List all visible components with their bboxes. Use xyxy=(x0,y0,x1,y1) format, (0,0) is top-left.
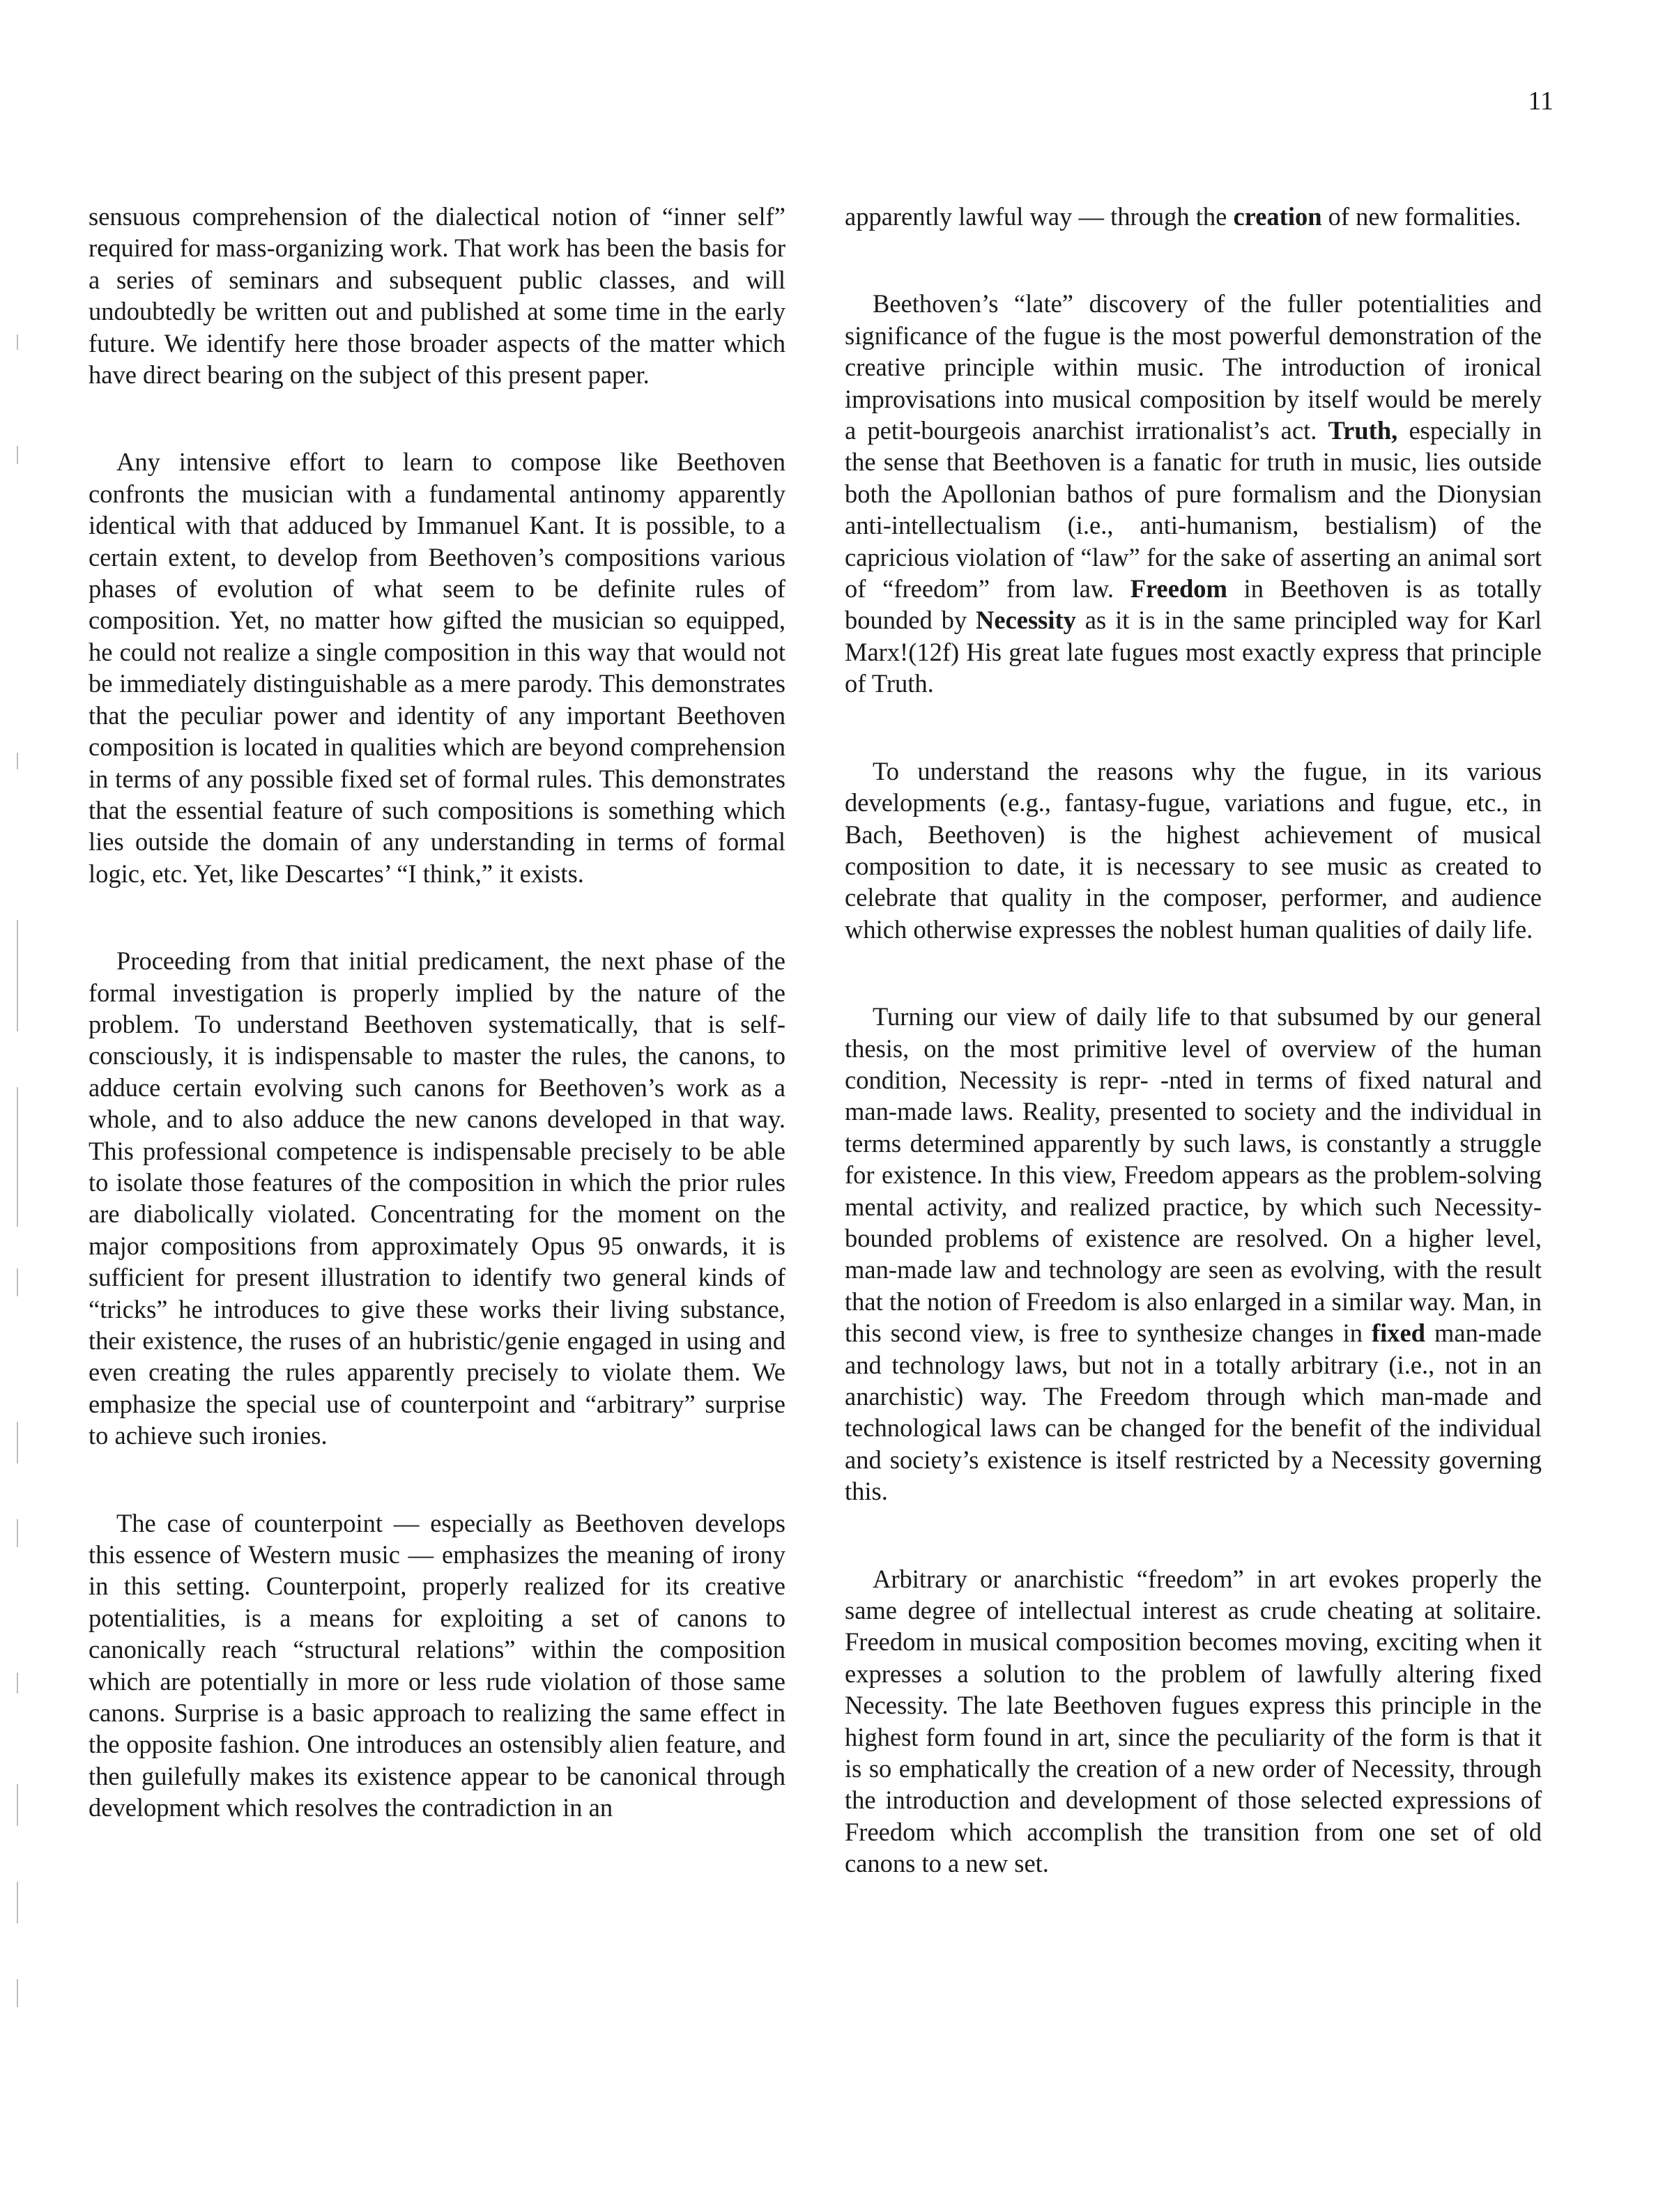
text-run: Turning our view of daily life to that subsumed by our general thesis, on the most primitive level of overview of the human condition, Necessity is repr‑ ‑nted in terms of fixed natural and man-made laws. Reality, presented to society and the individual in terms determined apparently by such laws, is constantly a struggle for existence. In this view, Freedom appears as the problem-solving mental activity, and realized practice, by which such Necessity-bounded problems of existence are resolved. On a higher level, man-made law and technology are seen as evolving, with the result that the notion of Freedom is also enlarged in a similar way. Man, in this second view, is free to synthesize changes in xyxy=(845,1002,1542,1348)
paragraph xyxy=(89,446,785,889)
paragraph xyxy=(89,1507,785,1824)
text-run: of new formalities. xyxy=(1321,202,1521,231)
text-run: Any intensive effort to learn to compose like Beethoven confronts the musician with a fundamental antinomy apparently identical with that adduced by Immanuel Kant. It is possible, to a certain extent, to develop from Beethoven’s compositions various phases of evolution of what seem to be definite rules of composition. Yet, no matter how gifted the musician so equipped, he could not realize a single composition in this way that would not be immediately distinguishable as a mere parody. This demonstrates that the peculiar power and identity of any important Beethoven composition is located in qualities which are beyond comprehension in terms of any possible fixed set of formal rules. This demonstrates that the essential feature of such compositions is something which lies outside the domain of any understanding in terms of formal logic, etc. Yet, like Descartes’ “I think,” it exists. xyxy=(89,447,785,888)
text-run: The case of counterpoint — especially as Beethoven develops this essence of Western music — emphasizes the meaning of irony in this setting. Counterpoint, properly realized for its creative potentialities, is a means for exploiting a set of canons to canonically reach “structural relations” within the composition which are potentially in more or less rude violation of those same canons. Surprise is a basic approach to realizing the same effect in the opposite fashion. One introduces an ostensibly alien feature, and then guilefully makes its existence appear to be canonical through development which resolves the contradiction in an xyxy=(89,1508,785,1822)
text-run: as it is in the same principled way for Karl Marx!(12f) His great late fugues most exactly express that principle of Truth. xyxy=(845,606,1542,698)
right-column xyxy=(845,201,1542,1935)
text-run: Arbitrary or anarchistic “freedom” in art evokes properly the same degree of intellectual interest as crude cheating at solitaire. Freedom in musical composition becomes moving, exciting when it expresses a solution to the problem of lawfully altering fixed Necessity. The late Beethoven fugues express this principle in the highest form found in art, since the peculiarity of the form is that it is so emphatically the creation of a new order of Necessity, through the introduction and development of those selected expressions of Freedom which accomplish the transition from one set of old canons to a new set. xyxy=(845,1564,1542,1878)
text-run: apparently lawful way — through the xyxy=(845,202,1234,231)
paragraph xyxy=(89,201,785,390)
paragraph xyxy=(89,945,785,1452)
text-run: To understand the reasons why the fugue, in its various developments (e.g., fantasy-fugue, variations and fugue, etc., in Bach, Beethoven) is the highest achievement of musical composition to date, it is necessary to see music as created to celebrate that quality in the composer, performer, and audience which otherwise expresses the noblest human qualities of daily life. xyxy=(845,756,1542,944)
margin-mark xyxy=(17,1087,18,1227)
paragraph xyxy=(845,1001,1542,1507)
margin-mark xyxy=(17,1979,18,2007)
page-number: 11 xyxy=(1528,86,1554,116)
margin-mark xyxy=(17,1519,18,1547)
bold-text: Truth, xyxy=(1328,416,1398,445)
paragraph xyxy=(845,288,1542,699)
bold-text: Necessity xyxy=(975,606,1076,635)
margin-mark xyxy=(17,1673,18,1693)
margin-mark xyxy=(17,1422,18,1464)
margin-mark xyxy=(17,1882,18,1923)
paragraph xyxy=(845,201,1542,232)
text-run: sensuous comprehension of the dialectical notion of “inner self” required for mass-organizing work. That work has been the basis for a series of seminars and subsequent public classes, and will undoubtedly be written out and published at some time in the early future. We identify here those broader aspects of the matter which have direct bearing on the subject of this present paper. xyxy=(89,202,785,390)
bold-text: creation xyxy=(1233,202,1322,231)
text-run: Beethoven’s “late” discovery of the fuller potentialities and significance of the fugue is the most powerful demonstration of the creative principle within music. The introduction of ironical improvisations into musical composition by itself would be merely a petit-bourgeois anarchist irrationalist’s act. xyxy=(845,289,1542,445)
left-column xyxy=(89,201,785,1880)
text-run: especially in the sense that Beethoven is a fanatic for truth in music, lies outside both the Apollonian bathos of pure formalism and the Dionysian anti-intellectualism (i.e., anti-humanism, bestialism) of the capricious violation of “law” for the sake of asserting an animal sort of “freedom” from law. xyxy=(845,416,1542,604)
margin-mark xyxy=(17,753,18,769)
margin-mark xyxy=(17,335,18,350)
text-run: man-made and technology laws, but not in a totally arbitrary (i.e., not in an anarchistic) way. The Freedom through which man-made and technological laws can be changed for the benefit of the individual and society’s existence is itself restricted by a Necessity governing this. xyxy=(845,1319,1542,1506)
margin-mark xyxy=(17,446,18,464)
paragraph xyxy=(845,1563,1542,1880)
margin-mark xyxy=(17,1268,18,1296)
paragraph xyxy=(845,755,1542,945)
margin-mark xyxy=(17,1784,18,1826)
text-run: Proceeding from that initial predicament, the next phase of the formal investigation is properly implied by the nature of the problem. To understand Beethoven systematically, that is self-consciously, it is indispensable to master the rules, the canons, to adduce certain evolving such canons for Beethoven’s work as a whole, and to also adduce the new canons developed in that way. This professional competence is indispensable precisely to be able to isolate those features of the composition in which the prior rules are diabolically violated. Concentrating for the moment on the major compositions from approximately Opus 95 onwards, it is sufficient for present illustration to identify two general kinds of “tricks” he introduces to give these works their living substance, their existence, the ruses of an hubristic/genie engaged in using and even creating the rules apparently precisely to violate them. We emphasize the special use of counterpoint and “arbitrary” surprise to achieve such ironies. xyxy=(89,946,785,1450)
bold-text: Freedom xyxy=(1130,574,1227,604)
bold-text: fixed xyxy=(1371,1319,1425,1348)
text-run: in Beethoven is as totally bounded by xyxy=(845,574,1542,635)
margin-mark xyxy=(17,920,18,1031)
